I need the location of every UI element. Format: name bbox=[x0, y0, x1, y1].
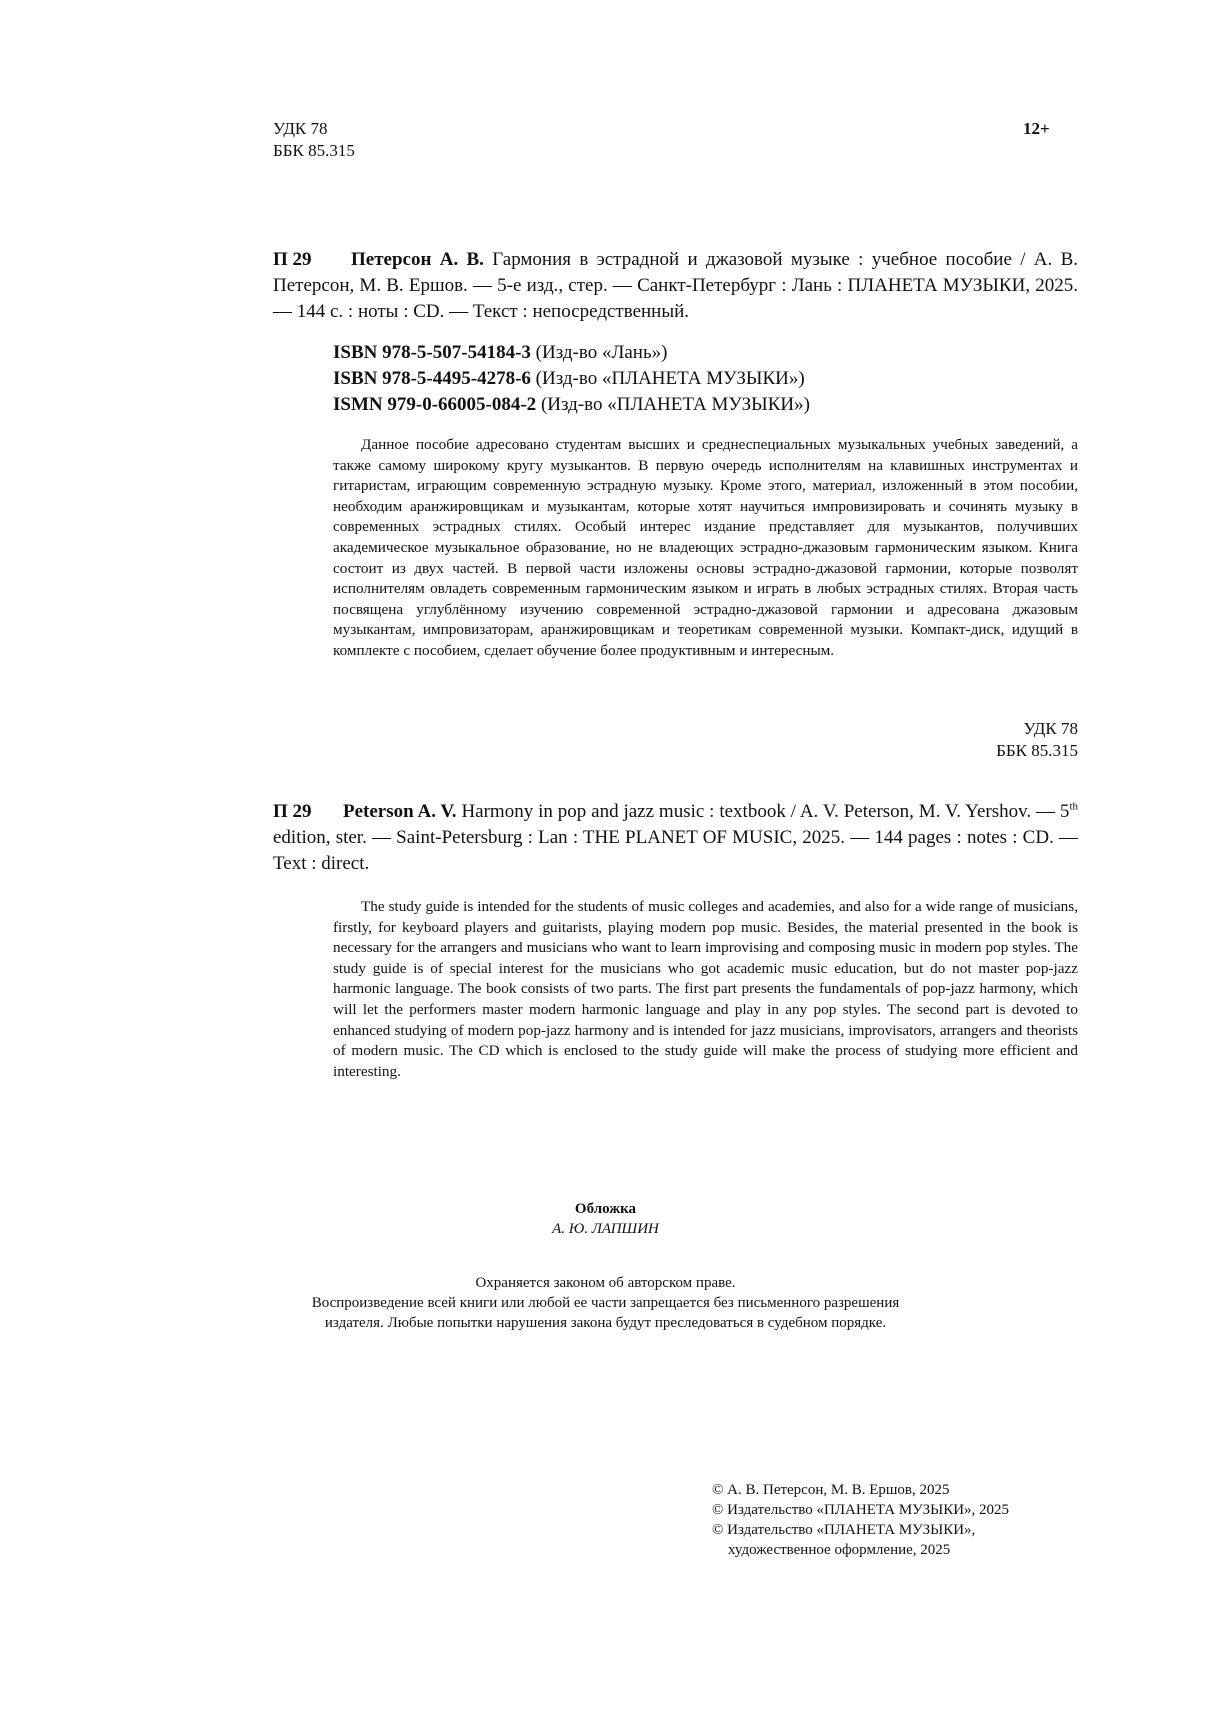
ru-entry-author: Петерсон А. В. bbox=[351, 249, 484, 270]
ru-bibliographic-entry bbox=[273, 247, 1078, 325]
cover-credit bbox=[0, 1199, 1211, 1239]
en-entry-author: Peterson A. V. bbox=[343, 801, 457, 822]
copyright-line: © Издательство «ПЛАНЕТА МУЗЫКИ», bbox=[712, 1522, 976, 1538]
copyright-line: © А. В. Петерсон, М. В. Ершов, 2025 bbox=[712, 1482, 950, 1498]
en-entry-description-cont: edition, ster. — Saint-Petersburg : Lan : THE PLANET OF MUSIC, 2025. — 144 pages : notes : CD. — Text : direct. bbox=[273, 827, 1078, 874]
header-classification bbox=[273, 118, 355, 162]
isbn-number: ISBN 978-5-4495-4278-6 bbox=[333, 368, 531, 389]
ru-abstract: Данное пособие адресовано студентам высших и среднеспециальных музыкальных учебных заведений, а также самому широкому кругу музыкантов. В первую очередь исполнителям на клавишных инструментах и гитаристам, играющим современную эстрадную музыку. Кроме этого, материал, изложенный в этом пособии, необходим аранжировщикам и музыкантам, которые хотят научиться импровизировать и сочинять музыку в современных эстрадных стилях. Особый интерес издание представляет для музыкантов, получивших академическое музыкальное образование, но не владеющих эстрадно-джазовым гармоническим языком. Книга состоит из двух частей. В первой части изложены основы эстрадно-джазовой гармонии, которые позволят исполнителям овладеть современным гармоническим языком и играть в любых эстрадных стилях. Вторая часть посвящена углублённому изучению современной эстрадно-джазовой гармонии и адресована джазовым музыкантам, импровизаторам, аранжировщикам и теоретикам современной музыки. Компакт-диск, идущий в комплекте с пособием, сделает обучение более продуктивным и интересным. bbox=[333, 436, 1078, 659]
en-abstract: The study guide is intended for the students of music colleges and academies, and also for a wide range of musicians, firstly, for keyboard players and guitarists, playing modern pop music. Besides, the material presented in the book is necessary for the arrangers and musicians who want to learn improvising and composing music in modern pop styles. The study guide is of special interest for the musicians who got academic music education, but do not master pop-jazz harmonic language. The book consists of two parts. The first part presents the fundamentals of pop-jazz harmony, which will let the performers master modern harmonic language and play in any pop styles. The second part is devoted to enhanced studying of modern pop-jazz harmony and is intended for jazz musicians, improvisators, arrangers and theorists of modern music. The CD which is enclosed to the study guide will make the process of studying more efficient and interesting. bbox=[333, 898, 1078, 1080]
copyright-notice-line: Охраняется законом об авторском праве. bbox=[475, 1275, 736, 1291]
isbn-list bbox=[333, 340, 810, 418]
cover-designer: А. Ю. ЛАПШИН bbox=[552, 1221, 659, 1237]
copyright-line: художественное оформление, 2025 bbox=[728, 1542, 951, 1558]
copyright-notice bbox=[0, 1273, 1211, 1333]
ru-entry-text bbox=[273, 247, 1078, 325]
copyright-line: © Издательство «ПЛАНЕТА МУЗЫКИ», 2025 bbox=[712, 1502, 1010, 1518]
isbn-publisher: (Изд-во «Лань») bbox=[535, 342, 668, 363]
bbk-code: ББК 85.315 bbox=[273, 141, 355, 160]
ismn-number: ISMN 979-0-66005-084-2 bbox=[333, 394, 537, 415]
udk-right-block bbox=[996, 718, 1078, 762]
udk-code-right: УДК 78 bbox=[1023, 719, 1078, 738]
isbn-line bbox=[333, 340, 810, 366]
copyright-holders bbox=[712, 1480, 1009, 1560]
isbn-publisher: (Изд-во «ПЛАНЕТА МУЗЫКИ») bbox=[535, 368, 805, 389]
en-entry-description: Harmony in pop and jazz music : textbook / A. V. Peterson, M. V. Yershov. — 5 bbox=[461, 801, 1070, 822]
udk-code: УДК 78 bbox=[273, 119, 328, 138]
ismn-line bbox=[333, 392, 810, 418]
en-entry-code: П 29 bbox=[273, 801, 312, 822]
ru-entry-code: П 29 bbox=[273, 249, 312, 270]
ismn-publisher: (Изд-во «ПЛАНЕТА МУЗЫКИ») bbox=[540, 394, 810, 415]
age-rating: 12+ bbox=[1023, 119, 1050, 138]
edition-superscript: th bbox=[1069, 800, 1078, 813]
en-entry-text bbox=[273, 799, 1078, 877]
isbn-line bbox=[333, 366, 810, 392]
copyright-notice-line: издателя. Любые попытки нарушения закона будут преследоваться в судебном порядке. bbox=[324, 1315, 887, 1331]
ru-entry-description: Гармония в эстрадной и джазовой музыке : учебное пособие / А. В. Петерсон, М. В. Ершов. — 5-е изд., стер. — Санкт-Петербург : Лань : ПЛАНЕТА МУЗЫКИ, 2025. — 144 с. : ноты : CD. — Текст : непосредственный. bbox=[273, 249, 1078, 322]
isbn-number: ISBN 978-5-507-54184-3 bbox=[333, 342, 531, 363]
bbk-code-right: ББК 85.315 bbox=[996, 741, 1078, 760]
copyright-notice-line: Воспроизведение всей книги или любой ее части запрещается без письменного разрешения bbox=[311, 1295, 900, 1311]
en-bibliographic-entry bbox=[273, 799, 1078, 877]
cover-title: Обложка bbox=[574, 1201, 637, 1217]
